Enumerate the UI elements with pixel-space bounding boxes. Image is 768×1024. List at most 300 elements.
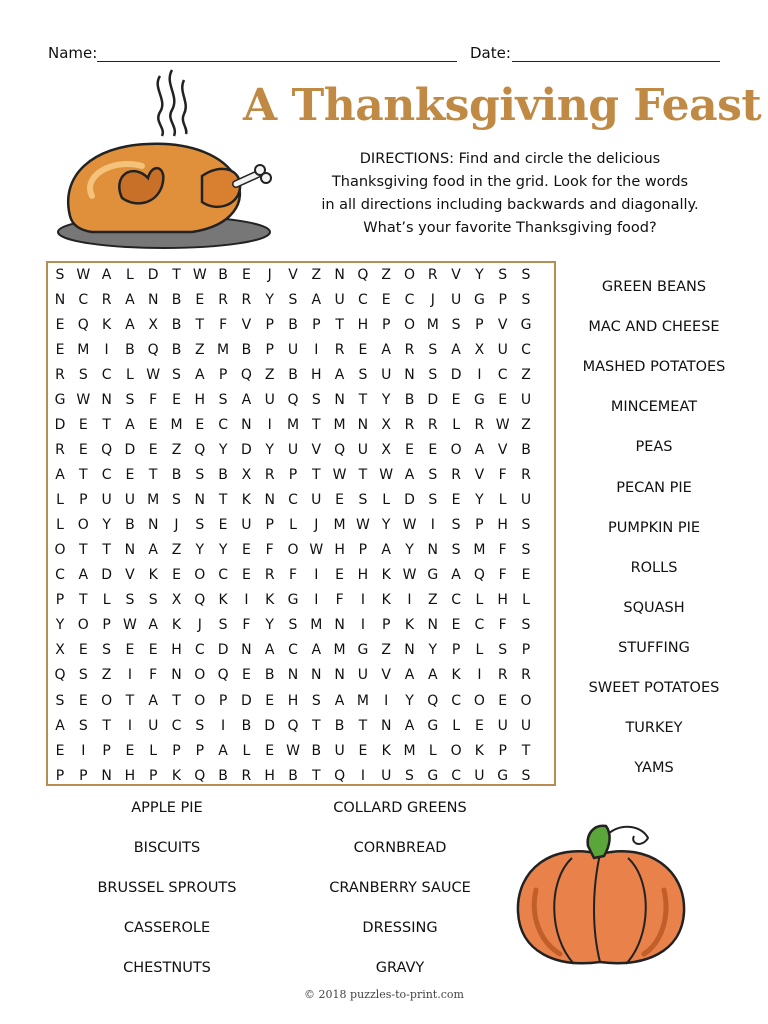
grid-letter[interactable]: R (451, 467, 461, 484)
grid-letter[interactable]: H (357, 317, 369, 334)
grid-letter[interactable]: I (384, 692, 389, 709)
grid-letter[interactable]: K (148, 567, 158, 584)
grid-letter[interactable]: T (312, 717, 321, 734)
grid-letter[interactable]: A (428, 667, 438, 684)
grid-letter[interactable]: E (241, 542, 251, 559)
grid-letter[interactable]: O (403, 317, 416, 334)
grid-letter[interactable]: S (78, 367, 88, 384)
grid-letter[interactable]: Z (101, 667, 112, 684)
date-line[interactable] (512, 61, 720, 62)
grid-letter[interactable]: P (79, 767, 88, 784)
grid-letter[interactable]: R (521, 667, 531, 684)
grid-letter[interactable]: N (147, 292, 159, 309)
grid-letter[interactable]: R (218, 292, 228, 309)
grid-letter[interactable]: I (360, 592, 365, 609)
grid-letter[interactable]: F (498, 467, 507, 484)
grid-letter[interactable]: M (310, 617, 323, 634)
grid-letter[interactable]: N (101, 767, 112, 784)
grid-letter[interactable]: X (171, 592, 182, 609)
grid-letter[interactable]: M (217, 342, 230, 359)
grid-letter[interactable]: R (521, 467, 531, 484)
grid-letter[interactable]: C (521, 342, 531, 359)
grid-letter[interactable]: N (334, 617, 345, 634)
grid-letter[interactable]: K (381, 742, 391, 759)
grid-letter[interactable]: Y (218, 542, 228, 559)
grid-letter[interactable]: S (521, 517, 531, 534)
grid-letter[interactable]: S (195, 467, 205, 484)
grid-letter[interactable]: V (381, 667, 391, 684)
grid-letter[interactable]: C (288, 642, 298, 659)
grid-letter[interactable]: G (427, 567, 439, 584)
grid-letter[interactable]: F (498, 567, 507, 584)
grid-letter[interactable]: N (311, 667, 322, 684)
grid-letter[interactable]: R (497, 667, 508, 684)
grid-letter[interactable]: S (521, 767, 531, 784)
grid-letter[interactable]: S (172, 367, 181, 384)
grid-letter[interactable]: B (171, 317, 182, 334)
grid-letter[interactable]: U (357, 667, 369, 684)
grid-letter[interactable]: Y (475, 492, 484, 509)
grid-letter[interactable]: T (218, 492, 228, 509)
grid-letter[interactable]: Q (217, 667, 229, 684)
grid-letter[interactable]: B (125, 342, 135, 359)
grid-letter[interactable]: L (56, 492, 64, 509)
grid-letter[interactable]: L (125, 267, 134, 283)
grid-letter[interactable]: A (195, 367, 205, 384)
grid-letter[interactable]: K (171, 617, 182, 634)
grid-letter[interactable]: E (451, 617, 461, 634)
grid-letter[interactable]: A (125, 317, 135, 334)
grid-letter[interactable]: K (218, 592, 228, 609)
grid-letter[interactable]: F (335, 592, 344, 609)
grid-letter[interactable]: P (265, 517, 274, 534)
grid-letter[interactable]: B (404, 392, 415, 409)
grid-letter[interactable]: W (495, 417, 510, 434)
grid-letter[interactable]: E (474, 717, 484, 734)
grid-letter[interactable]: Y (195, 542, 205, 559)
grid-letter[interactable]: S (451, 542, 461, 559)
grid-letter[interactable]: S (451, 517, 461, 534)
grid-letter[interactable]: Z (521, 367, 531, 384)
grid-letter[interactable]: G (427, 717, 439, 734)
grid-letter[interactable]: S (358, 367, 368, 384)
grid-letter[interactable]: R (55, 442, 65, 459)
grid-letter[interactable]: N (404, 367, 415, 384)
grid-letter[interactable]: I (477, 367, 482, 384)
grid-letter[interactable]: P (265, 342, 274, 359)
grid-letter[interactable]: P (358, 542, 368, 559)
grid-letter[interactable]: E (451, 392, 461, 409)
grid-letter[interactable]: R (241, 767, 252, 784)
grid-letter[interactable]: U (334, 742, 345, 759)
grid-letter[interactable]: U (381, 367, 392, 384)
grid-letter[interactable]: R (334, 342, 345, 359)
grid-letter[interactable]: E (172, 392, 181, 409)
grid-letter[interactable]: X (148, 317, 158, 334)
grid-letter[interactable]: A (125, 292, 135, 309)
grid-letter[interactable]: B (311, 742, 322, 759)
grid-letter[interactable]: S (288, 292, 298, 309)
grid-letter[interactable]: P (102, 617, 111, 634)
grid-letter[interactable]: S (428, 467, 438, 484)
grid-letter[interactable]: C (171, 717, 182, 734)
grid-letter[interactable]: P (172, 742, 181, 759)
grid-letter[interactable]: E (241, 567, 251, 584)
grid-letter[interactable]: T (102, 542, 111, 559)
grid-letter[interactable]: S (311, 692, 321, 709)
grid-letter[interactable]: L (452, 717, 460, 734)
grid-letter[interactable]: E (172, 567, 181, 584)
grid-letter[interactable]: U (264, 392, 275, 409)
grid-letter[interactable]: W (76, 392, 91, 409)
grid-letter[interactable]: V (288, 267, 298, 283)
grid-letter[interactable]: M (286, 417, 300, 434)
grid-letter[interactable]: I (360, 617, 365, 634)
grid-letter[interactable]: F (288, 567, 298, 584)
grid-letter[interactable]: G (520, 317, 532, 334)
grid-letter[interactable]: O (403, 267, 416, 283)
grid-letter[interactable]: N (334, 267, 345, 283)
grid-letter[interactable]: Q (427, 692, 439, 709)
grid-letter[interactable]: W (309, 542, 324, 559)
grid-letter[interactable]: P (498, 742, 507, 759)
grid-letter[interactable]: N (334, 392, 345, 409)
grid-letter[interactable]: Q (194, 592, 206, 609)
grid-letter[interactable]: R (427, 267, 438, 283)
grid-letter[interactable]: O (194, 567, 206, 584)
grid-letter[interactable]: S (218, 617, 228, 634)
grid-letter[interactable]: E (265, 742, 275, 759)
grid-letter[interactable]: E (125, 642, 135, 659)
grid-letter[interactable]: U (474, 767, 485, 784)
grid-letter[interactable]: A (404, 717, 415, 734)
grid-letter[interactable]: Y (405, 692, 414, 709)
grid-letter[interactable]: G (497, 767, 509, 784)
grid-letter[interactable]: I (360, 767, 365, 784)
grid-letter[interactable]: Q (334, 442, 346, 459)
grid-letter[interactable]: T (335, 317, 344, 334)
grid-letter[interactable]: F (498, 617, 507, 634)
grid-letter[interactable]: P (475, 317, 484, 334)
grid-letter[interactable]: R (427, 417, 438, 434)
grid-letter[interactable]: O (77, 617, 89, 634)
grid-letter[interactable]: E (125, 742, 135, 759)
grid-letter[interactable]: F (242, 617, 251, 634)
grid-letter[interactable]: V (474, 467, 485, 484)
grid-letter[interactable]: L (125, 367, 134, 384)
grid-letter[interactable]: Y (218, 442, 228, 459)
grid-letter[interactable]: C (451, 592, 461, 609)
grid-letter[interactable]: E (55, 342, 65, 359)
grid-letter[interactable]: E (78, 417, 88, 434)
grid-letter[interactable]: C (451, 767, 461, 784)
grid-letter[interactable]: E (358, 742, 368, 759)
grid-letter[interactable]: T (312, 767, 321, 784)
grid-letter[interactable]: V (451, 267, 461, 283)
grid-letter[interactable]: B (334, 717, 345, 734)
grid-letter[interactable]: I (127, 717, 132, 734)
grid-letter[interactable]: O (194, 667, 206, 684)
grid-letter[interactable]: X (241, 467, 252, 484)
grid-letter[interactable]: T (358, 467, 368, 484)
grid-letter[interactable]: S (521, 617, 531, 634)
grid-letter[interactable]: I (127, 667, 132, 684)
grid-letter[interactable]: I (244, 592, 249, 609)
grid-letter[interactable]: M (333, 517, 346, 534)
grid-letter[interactable]: N (241, 642, 252, 659)
grid-letter[interactable]: S (55, 692, 65, 709)
grid-letter[interactable]: F (265, 542, 274, 559)
grid-letter[interactable]: W (192, 267, 207, 283)
grid-letter[interactable]: C (55, 567, 65, 584)
grid-letter[interactable]: U (124, 492, 136, 509)
grid-letter[interactable]: X (55, 642, 65, 659)
grid-letter[interactable]: D (404, 492, 415, 509)
grid-letter[interactable]: L (522, 592, 530, 609)
grid-letter[interactable]: J (267, 267, 272, 283)
grid-letter[interactable]: E (148, 417, 158, 434)
grid-letter[interactable]: Z (381, 267, 391, 283)
grid-letter[interactable]: S (358, 492, 368, 509)
grid-letter[interactable]: Q (334, 767, 346, 784)
grid-letter[interactable]: N (147, 517, 159, 534)
grid-letter[interactable]: R (241, 292, 252, 309)
grid-letter[interactable]: N (334, 667, 345, 684)
grid-letter[interactable]: W (286, 742, 300, 759)
grid-letter[interactable]: O (450, 742, 462, 759)
grid-letter[interactable]: S (125, 392, 135, 409)
grid-letter[interactable]: S (218, 392, 228, 409)
grid-letter[interactable]: E (78, 692, 88, 709)
grid-letter[interactable]: D (101, 567, 112, 584)
grid-letter[interactable]: B (264, 667, 275, 684)
grid-letter[interactable]: H (311, 367, 322, 384)
grid-letter[interactable]: T (102, 417, 111, 434)
grid-letter[interactable]: F (219, 317, 228, 334)
grid-letter[interactable]: O (287, 542, 299, 559)
grid-letter[interactable]: A (241, 392, 252, 409)
grid-letter[interactable]: M (333, 642, 346, 659)
grid-letter[interactable]: N (380, 717, 392, 734)
grid-letter[interactable]: Z (171, 442, 182, 459)
grid-letter[interactable]: N (54, 292, 66, 309)
grid-letter[interactable]: D (147, 267, 159, 283)
grid-letter[interactable]: L (452, 417, 460, 434)
grid-letter[interactable]: A (101, 267, 112, 283)
grid-letter[interactable]: A (311, 292, 322, 309)
grid-letter[interactable]: T (521, 742, 531, 759)
grid-letter[interactable]: R (474, 417, 485, 434)
grid-letter[interactable]: P (521, 642, 531, 659)
grid-letter[interactable]: L (289, 517, 297, 534)
grid-letter[interactable]: Q (54, 667, 66, 684)
grid-letter[interactable]: B (171, 292, 182, 309)
grid-letter[interactable]: S (451, 317, 461, 334)
grid-letter[interactable]: E (428, 442, 438, 459)
grid-letter[interactable]: W (402, 517, 417, 534)
grid-letter[interactable]: G (473, 292, 485, 309)
grid-letter[interactable]: J (314, 517, 319, 534)
grid-letter[interactable]: E (241, 667, 251, 684)
grid-letter[interactable]: D (264, 717, 276, 734)
grid-letter[interactable]: N (427, 542, 439, 559)
grid-letter[interactable]: L (56, 517, 64, 534)
grid-letter[interactable]: E (265, 692, 275, 709)
grid-letter[interactable]: O (77, 517, 89, 534)
grid-letter[interactable]: E (358, 342, 368, 359)
grid-letter[interactable]: E (498, 392, 508, 409)
grid-letter[interactable]: U (287, 442, 299, 459)
grid-letter[interactable]: S (78, 717, 88, 734)
grid-letter[interactable]: P (498, 292, 507, 309)
grid-letter[interactable]: N (171, 667, 182, 684)
grid-letter[interactable]: E (148, 442, 158, 459)
grid-letter[interactable]: S (195, 717, 205, 734)
grid-letter[interactable]: L (475, 592, 484, 609)
grid-letter[interactable]: E (241, 267, 251, 283)
grid-letter[interactable]: A (311, 642, 322, 659)
grid-letter[interactable]: E (381, 292, 391, 309)
grid-letter[interactable]: I (477, 667, 482, 684)
grid-letter[interactable]: H (194, 392, 206, 409)
grid-letter[interactable]: K (241, 492, 251, 509)
grid-letter[interactable]: F (498, 542, 507, 559)
grid-letter[interactable]: W (122, 617, 137, 634)
grid-letter[interactable]: N (357, 417, 369, 434)
grid-letter[interactable]: J (174, 517, 179, 534)
grid-letter[interactable]: U (520, 717, 532, 734)
grid-letter[interactable]: S (405, 767, 414, 784)
grid-letter[interactable]: S (521, 267, 531, 283)
grid-letter[interactable]: G (357, 642, 369, 659)
grid-letter[interactable]: E (498, 692, 508, 709)
grid-letter[interactable]: A (404, 467, 415, 484)
grid-letter[interactable]: T (312, 417, 321, 434)
grid-letter[interactable]: R (101, 292, 112, 309)
grid-letter[interactable]: S (172, 492, 181, 509)
grid-letter[interactable]: L (498, 492, 507, 509)
grid-letter[interactable]: L (382, 492, 391, 509)
grid-letter[interactable]: K (381, 592, 391, 609)
grid-letter[interactable]: P (381, 617, 391, 634)
grid-letter[interactable]: U (311, 492, 322, 509)
grid-letter[interactable]: P (148, 767, 158, 784)
grid-letter[interactable]: N (101, 392, 112, 409)
grid-letter[interactable]: A (381, 542, 391, 559)
grid-letter[interactable]: P (102, 742, 111, 759)
grid-letter[interactable]: W (146, 367, 161, 384)
grid-letter[interactable]: Y (265, 292, 274, 309)
grid-letter[interactable]: E (195, 292, 205, 309)
grid-letter[interactable]: R (264, 567, 275, 584)
grid-letter[interactable]: D (241, 442, 252, 459)
grid-letter[interactable]: U (241, 517, 252, 534)
grid-letter[interactable]: I (407, 592, 412, 609)
grid-letter[interactable]: E (148, 642, 158, 659)
grid-letter[interactable]: K (451, 667, 461, 684)
grid-letter[interactable]: L (149, 742, 158, 759)
grid-letter[interactable]: H (171, 642, 182, 659)
grid-letter[interactable]: S (498, 267, 508, 283)
grid-letter[interactable]: B (288, 767, 298, 784)
grid-letter[interactable]: A (404, 667, 415, 684)
grid-letter[interactable]: S (428, 342, 438, 359)
grid-letter[interactable]: N (264, 492, 275, 509)
grid-letter[interactable]: C (78, 292, 89, 309)
grid-letter[interactable]: D (124, 442, 136, 459)
grid-letter[interactable]: M (356, 692, 369, 709)
grid-letter[interactable]: S (311, 392, 321, 409)
grid-letter[interactable]: Y (381, 517, 391, 534)
grid-letter[interactable]: U (520, 492, 532, 509)
grid-letter[interactable]: I (221, 717, 226, 734)
grid-letter[interactable]: D (241, 692, 252, 709)
grid-letter[interactable]: N (287, 667, 299, 684)
grid-letter[interactable]: P (55, 592, 65, 609)
grid-letter[interactable]: R (404, 342, 415, 359)
grid-letter[interactable]: Q (287, 392, 299, 409)
grid-letter[interactable]: N (241, 417, 252, 434)
grid-letter[interactable]: E (78, 442, 88, 459)
grid-letter[interactable]: C (451, 692, 461, 709)
grid-letter[interactable]: V (497, 317, 508, 334)
grid-letter[interactable]: P (451, 642, 461, 659)
grid-letter[interactable]: K (474, 742, 484, 759)
grid-letter[interactable]: U (450, 292, 462, 309)
grid-letter[interactable]: K (265, 592, 275, 609)
grid-letter[interactable]: C (218, 567, 228, 584)
grid-letter[interactable]: D (450, 367, 462, 384)
grid-letter[interactable]: C (218, 417, 228, 434)
grid-letter[interactable]: M (170, 417, 183, 434)
grid-letter[interactable]: B (218, 767, 228, 784)
grid-letter[interactable]: N (427, 617, 439, 634)
grid-letter[interactable]: S (78, 667, 88, 684)
grid-letter[interactable]: V (241, 317, 252, 334)
grid-letter[interactable]: U (520, 392, 532, 409)
grid-letter[interactable]: Q (147, 342, 159, 359)
grid-letter[interactable]: Y (381, 392, 391, 409)
grid-letter[interactable]: B (288, 367, 298, 384)
grid-letter[interactable]: X (381, 417, 391, 434)
grid-letter[interactable]: J (197, 617, 202, 634)
grid-letter[interactable]: T (125, 692, 135, 709)
grid-letter[interactable]: A (55, 467, 65, 484)
grid-letter[interactable]: Z (171, 542, 182, 559)
grid-letter[interactable]: P (218, 692, 228, 709)
grid-letter[interactable]: E (78, 642, 88, 659)
grid-letter[interactable]: I (314, 567, 319, 584)
grid-letter[interactable]: E (521, 567, 531, 584)
grid-letter[interactable]: A (148, 542, 158, 559)
grid-letter[interactable]: A (148, 692, 158, 709)
grid-letter[interactable]: I (314, 342, 319, 359)
grid-letter[interactable]: E (195, 417, 205, 434)
grid-letter[interactable]: K (171, 767, 182, 784)
grid-letter[interactable]: C (404, 292, 415, 309)
grid-letter[interactable]: G (473, 392, 485, 409)
grid-letter[interactable]: M (147, 492, 160, 509)
grid-letter[interactable]: C (194, 642, 205, 659)
grid-letter[interactable]: S (55, 267, 65, 283)
grid-letter[interactable]: E (405, 442, 414, 459)
grid-letter[interactable]: I (314, 592, 319, 609)
grid-letter[interactable]: Z (521, 417, 531, 434)
grid-letter[interactable]: E (335, 567, 345, 584)
grid-letter[interactable]: Z (264, 367, 275, 384)
grid-letter[interactable]: M (403, 742, 416, 759)
grid-letter[interactable]: A (125, 417, 135, 434)
